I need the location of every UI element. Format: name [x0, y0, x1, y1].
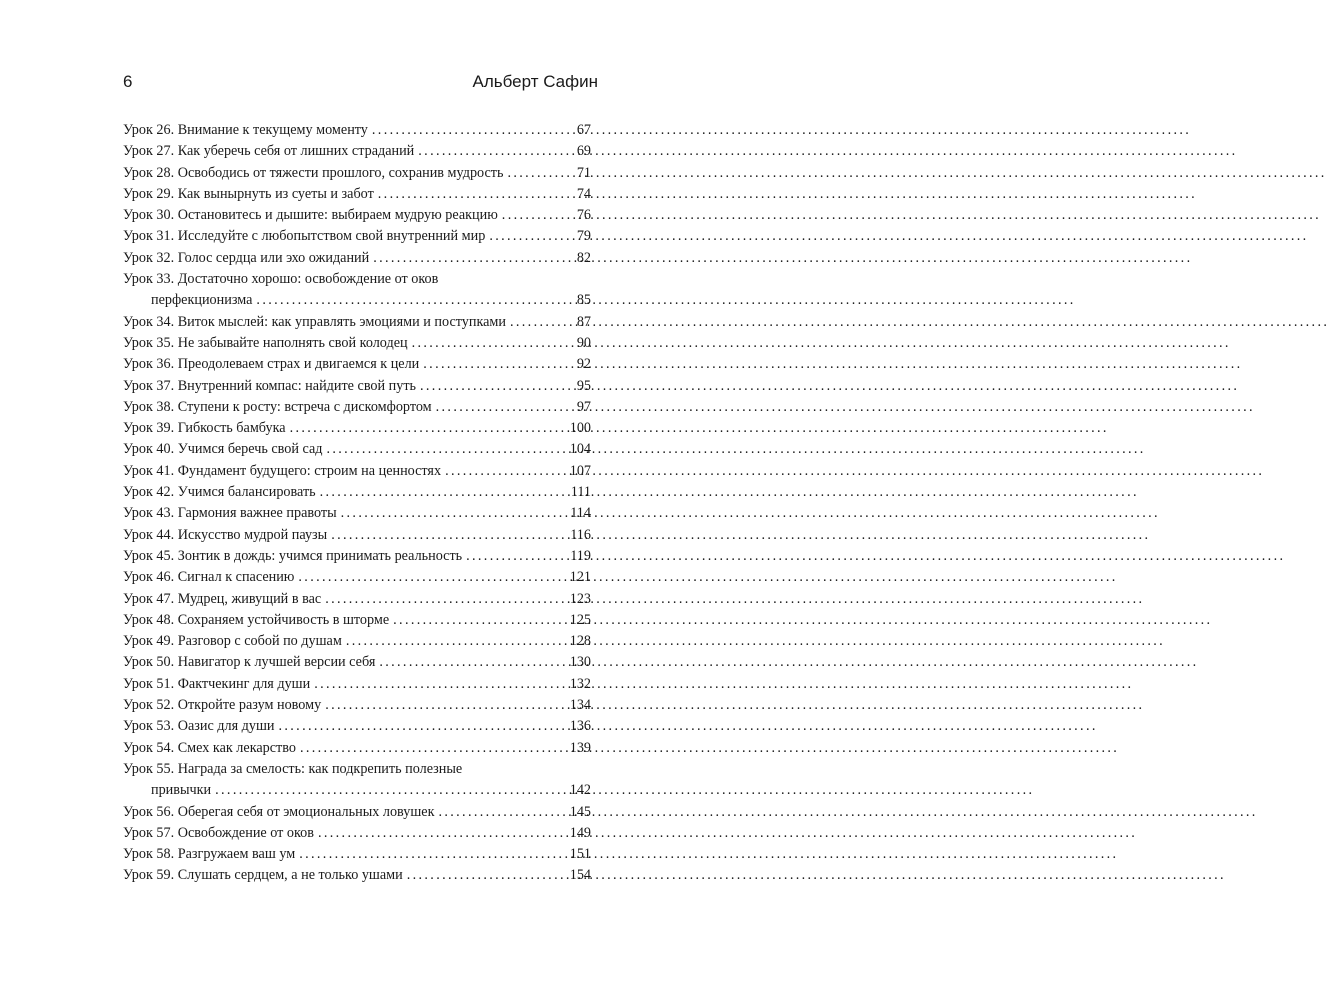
dot-leader [423, 354, 575, 375]
toc-entry-title-line [123, 589, 591, 610]
toc-entry-title-line [123, 823, 591, 844]
toc-entry-page-number: 107 [569, 462, 591, 479]
toc-entry-title: Урок 49. Разговор с собой по душам [123, 633, 342, 650]
toc-entry-page-number: 119 [570, 547, 591, 564]
table-of-contents [123, 120, 591, 887]
toc-entry [123, 589, 591, 610]
toc-entry-title-line [123, 482, 591, 503]
toc-entry-page-number: 92 [576, 356, 591, 373]
toc-entry-title-line [123, 333, 591, 354]
toc-entry-title: Урок 26. Внимание к текущему моменту [123, 122, 368, 138]
dot-leader [436, 397, 575, 418]
toc-entry-page-number: 74 [576, 185, 591, 202]
toc-entry-page-number: 130 [569, 654, 591, 671]
toc-entry-title-line [123, 802, 591, 823]
toc-entry [123, 163, 591, 184]
toc-entry-page-number: 69 [576, 143, 591, 160]
toc-entry [123, 759, 591, 802]
dot-leader [372, 120, 575, 141]
toc-entry-title: Урок 54. Смех как лекарство [123, 739, 296, 756]
toc-entry-title-line [123, 376, 591, 397]
toc-entry-title: Урок 55. Награда за смелость: как подкрепить полезные [123, 760, 463, 777]
dot-leader [314, 674, 568, 695]
toc-entry-page-number: 136 [569, 718, 591, 735]
toc-entry [123, 418, 591, 439]
dot-leader [256, 290, 574, 311]
toc-entry [123, 503, 591, 524]
toc-entry-page-number: 85 [576, 292, 591, 309]
toc-entry-page-number: 87 [576, 313, 591, 330]
toc-entry-page-number: 154 [569, 867, 591, 884]
toc-entry [123, 567, 591, 588]
toc-entry [123, 546, 591, 567]
dot-leader [438, 802, 567, 823]
toc-entry-title: Урок 38. Ступени к росту: встреча с дискомфортом [123, 398, 432, 415]
toc-entry [123, 631, 591, 652]
toc-entry-page-number: 79 [576, 228, 591, 245]
dot-leader [341, 503, 569, 524]
toc-entry-page-number: 76 [576, 207, 591, 224]
toc-entry-title: Урок 57. Освобождение от оков [123, 824, 314, 841]
toc-entry-page-number: 90 [576, 334, 591, 351]
toc-entry-title: Урок 40. Учимся беречь свой сад [123, 441, 323, 458]
dot-leader [298, 567, 567, 588]
toc-entry-page-number: 132 [569, 675, 591, 692]
toc-entry-title-line [123, 631, 591, 652]
toc-entry [123, 205, 591, 226]
dot-leader [420, 376, 575, 397]
toc-entry-page-number: 116 [570, 526, 591, 543]
toc-entry [123, 120, 591, 141]
toc-entry-title-line [123, 503, 591, 524]
toc-entry-title: Урок 37. Внутренний компас: найдите свой путь [123, 377, 417, 394]
page-header [123, 72, 598, 100]
dot-leader [299, 844, 568, 865]
dot-leader [346, 631, 568, 652]
toc-entry [123, 312, 591, 333]
running-head-author: Альберт Сафин [472, 72, 598, 91]
toc-entry-title-line [123, 163, 591, 184]
toc-entry-title-continuation [123, 780, 591, 801]
toc-entry [123, 674, 591, 695]
toc-entry-page-number: 151 [569, 846, 591, 863]
toc-entry [123, 802, 591, 823]
toc-entry-title: Урок 35. Не забывайте наполнять свой колодец [123, 334, 408, 351]
toc-entry-page-number: 114 [570, 505, 591, 522]
toc-entry-page-number: 128 [569, 633, 591, 650]
toc-entry-title-line [123, 759, 591, 780]
toc-entry-title: Урок 33. Достаточно хорошо: освобождение от оков [123, 271, 439, 288]
toc-entry [123, 354, 591, 375]
toc-entry [123, 823, 591, 844]
dot-leader [466, 546, 568, 567]
dot-leader [418, 141, 575, 162]
toc-entry-page-number: 123 [569, 590, 591, 607]
toc-entry-title-line [123, 738, 591, 759]
toc-entry-title-line [123, 354, 591, 375]
toc-entry-title: Урок 44. Искусство мудрой паузы [123, 526, 328, 543]
toc-entry [123, 333, 591, 354]
toc-entry [123, 652, 591, 673]
toc-entry-title: привычки [151, 782, 212, 799]
toc-entry [123, 865, 591, 886]
toc-entry [123, 248, 591, 269]
toc-entry-page-number: 125 [569, 611, 591, 628]
toc-entry-title: Урок 42. Учимся балансировать [123, 484, 316, 501]
toc-entry [123, 844, 591, 865]
toc-entry [123, 269, 591, 312]
toc-entry-title: Урок 50. Навигатор к лучшей версии себя [123, 654, 376, 671]
dot-leader [510, 312, 575, 333]
toc-entry-title-line [123, 865, 591, 886]
toc-entry-title-line [123, 248, 591, 269]
toc-entry-title: Урок 31. Исследуйте с любопытством свой внутренний мир [123, 228, 486, 245]
dot-leader [215, 780, 568, 801]
toc-entry [123, 610, 591, 631]
toc-entry-title-line [123, 716, 591, 737]
dot-leader [412, 333, 575, 354]
toc-entry-title: Урок 46. Сигнал к спасению [123, 569, 295, 586]
dot-leader [326, 439, 567, 460]
toc-entry-page-number: 145 [569, 803, 591, 820]
toc-entry-title-line [123, 844, 591, 865]
toc-entry [123, 439, 591, 460]
dot-leader [378, 184, 575, 205]
toc-entry-title: Урок 41. Фундамент будущего: строим на ценностях [123, 462, 442, 479]
toc-entry-title: Урок 27. Как уберечь себя от лишних страданий [123, 143, 415, 160]
toc-entry-title-line [123, 418, 591, 439]
toc-entry-title: Урок 59. Слушать сердцем, а не только ушами [123, 867, 403, 884]
dot-leader [325, 589, 568, 610]
toc-entry-page-number: 97 [576, 398, 591, 415]
toc-entry-title-line [123, 120, 591, 141]
toc-entry-title: Урок 53. Оазис для души [123, 718, 275, 735]
dot-leader [320, 482, 569, 503]
toc-entry-title-continuation [123, 290, 591, 311]
toc-entry-title-line [123, 674, 591, 695]
toc-entry-title-line [123, 205, 591, 226]
toc-entry-page-number: 100 [569, 420, 591, 437]
dot-leader [379, 652, 567, 673]
toc-entry-title-line [123, 226, 591, 247]
toc-entry [123, 184, 591, 205]
toc-entry [123, 482, 591, 503]
toc-entry-title: Урок 32. Голос сердца или эхо ожиданий [123, 249, 370, 266]
toc-entry [123, 226, 591, 247]
toc-entry-page-number: 142 [569, 782, 591, 799]
dot-leader [407, 865, 568, 886]
toc-entry-title-line [123, 439, 591, 460]
toc-entry-title: Урок 45. Зонтик в дождь: учимся принимать реальность [123, 547, 463, 564]
toc-entry-title: Урок 28. Освободись от тяжести прошлого, сохранив мудрость [123, 164, 504, 181]
toc-entry-title-line [123, 184, 591, 205]
toc-entry-page-number: 95 [576, 377, 591, 394]
dot-leader [507, 163, 574, 184]
toc-entry-title-line [123, 610, 591, 631]
dot-leader [279, 716, 568, 737]
toc-entry-page-number: 67 [576, 122, 591, 138]
dot-leader [502, 205, 575, 226]
toc-entry [123, 695, 591, 716]
toc-entry-title: Урок 39. Гибкость бамбука [123, 420, 286, 437]
dot-leader [300, 738, 568, 759]
toc-entry-title: Урок 56. Оберегая себя от эмоциональных ловушек [123, 803, 435, 820]
toc-entry [123, 716, 591, 737]
toc-entry-title: Урок 29. Как вынырнуть из суеты и забот [123, 185, 374, 202]
toc-entry-title: Урок 47. Мудрец, живущий в вас [123, 590, 322, 607]
dot-leader [373, 248, 575, 269]
toc-entry-page-number: 121 [569, 569, 591, 586]
toc-entry-title-line [123, 312, 591, 333]
toc-entry-title: Урок 34. Виток мыслей: как управлять эмоциями и поступками [123, 313, 506, 330]
toc-entry-title-line [123, 269, 591, 290]
toc-entry-page-number: 82 [576, 249, 591, 266]
toc-entry-page-number: 149 [569, 824, 591, 841]
toc-entry-title: Урок 30. Остановитесь и дышите: выбираем мудрую реакцию [123, 207, 498, 224]
toc-entry-title-line [123, 652, 591, 673]
toc-entry-title-line [123, 695, 591, 716]
toc-entry-title-line [123, 525, 591, 546]
toc-entry [123, 525, 591, 546]
toc-entry-title-line [123, 141, 591, 162]
toc-entry-title-line [123, 461, 591, 482]
dot-leader [445, 461, 568, 482]
toc-entry-page-number: 139 [569, 739, 591, 756]
page-number: 6 [123, 72, 133, 91]
dot-leader [331, 525, 568, 546]
dot-leader [325, 695, 568, 716]
dot-leader [318, 823, 568, 844]
toc-entry-page-number: 111 [570, 484, 591, 501]
toc-entry-title: Урок 51. Фактчекинг для души [123, 675, 311, 692]
toc-entry-title: перфекционизма [151, 292, 253, 309]
toc-entry [123, 461, 591, 482]
toc-entry [123, 397, 591, 418]
toc-entry-title: Урок 58. Разгружаем ваш ум [123, 846, 296, 863]
toc-entry-page-number: 104 [569, 441, 591, 458]
toc-entry-title: Урок 52. Откройте разум новому [123, 697, 322, 714]
toc-entry-title: Урок 43. Гармония важнее правоты [123, 505, 337, 522]
dot-leader [489, 226, 574, 247]
toc-entry-page-number: 134 [569, 697, 591, 714]
toc-entry [123, 738, 591, 759]
dot-leader [290, 418, 568, 439]
dot-leader [393, 610, 568, 631]
toc-entry [123, 376, 591, 397]
toc-entry-page-number: 71 [576, 164, 591, 181]
toc-entry-title: Урок 36. Преодолеваем страх и двигаемся к цели [123, 356, 420, 373]
toc-entry-title: Урок 48. Сохраняем устойчивость в шторме [123, 611, 390, 628]
toc-entry-title-line [123, 546, 591, 567]
toc-entry-title-line [123, 397, 591, 418]
toc-entry-title-line [123, 567, 591, 588]
toc-entry [123, 141, 591, 162]
